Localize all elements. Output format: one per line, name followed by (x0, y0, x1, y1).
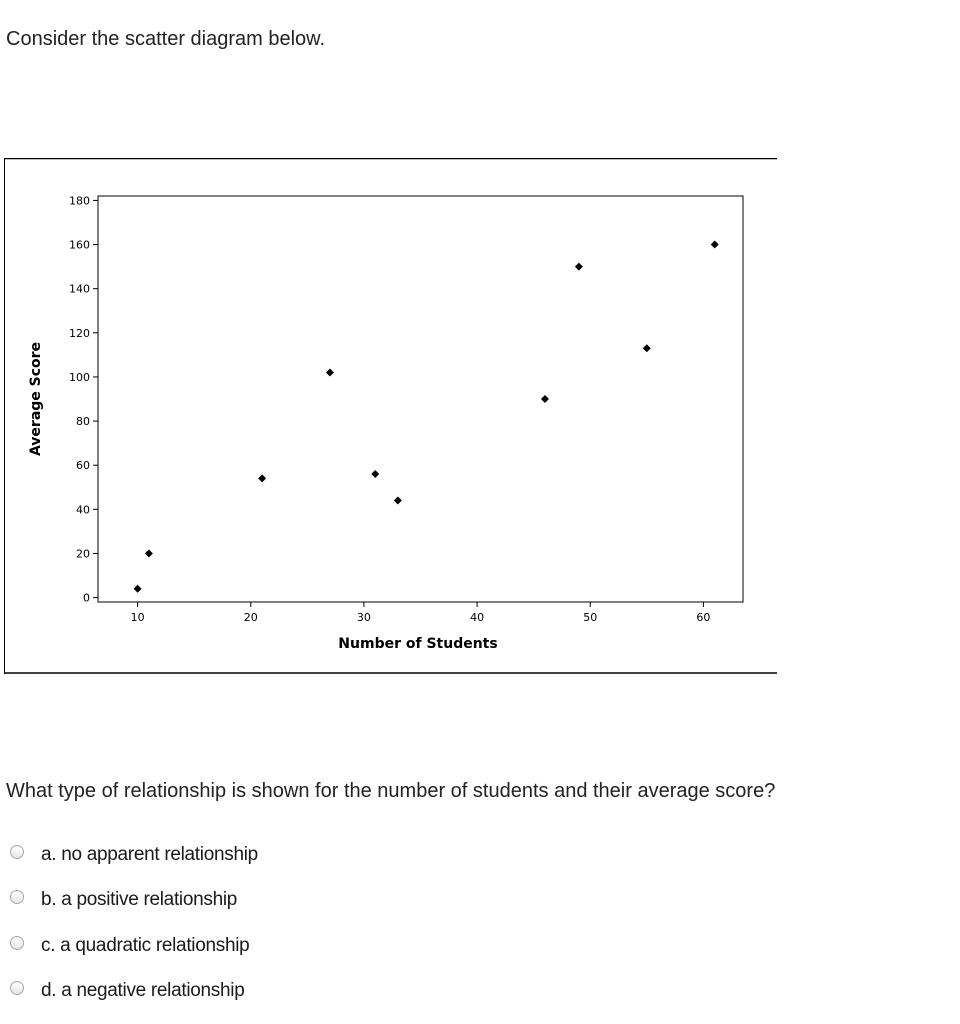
y-tick-label: 80 (76, 415, 90, 429)
y-tick-label: 180 (69, 194, 90, 208)
y-tick-label: 20 (76, 547, 90, 561)
option-d-label[interactable]: d. a negative relationship (41, 980, 245, 1002)
y-axis-title: Average Score (28, 341, 44, 457)
option-d[interactable] (10, 969, 258, 1015)
option-b-label[interactable]: b. a positive relationship (41, 889, 238, 911)
y-tick-label: 60 (76, 459, 90, 473)
option-c-label[interactable]: c. a quadratic relationship (41, 934, 250, 956)
data-point (371, 470, 379, 478)
y-axis (69, 194, 98, 604)
x-tick-label: 30 (356, 611, 371, 624)
option-b-radio[interactable] (10, 890, 24, 904)
option-a-radio[interactable] (10, 845, 24, 859)
y-tick-label: 120 (69, 326, 90, 340)
x-tick-label: 50 (583, 611, 598, 624)
option-c[interactable] (10, 923, 258, 969)
data-points (134, 241, 719, 593)
y-tick-label: 160 (69, 238, 90, 252)
x-tick-label: 40 (470, 611, 485, 624)
intro-text: Consider the scatter diagram below. (6, 28, 326, 50)
data-point (326, 369, 334, 377)
data-point (541, 395, 549, 403)
data-point (575, 263, 583, 271)
y-tick-label: 140 (69, 282, 90, 296)
option-d-radio[interactable] (10, 981, 24, 995)
data-point (258, 474, 266, 482)
x-axis (131, 602, 711, 624)
y-tick-label: 40 (76, 503, 90, 517)
y-tick-label: 0 (83, 591, 90, 605)
x-axis-title: Number of Students (338, 636, 498, 652)
x-tick-label: 10 (130, 611, 145, 624)
data-point (711, 241, 719, 249)
question-text: What type of relationship is shown for the number of students and their average score? (6, 780, 776, 802)
plot-frame (98, 196, 743, 602)
answer-options (10, 832, 258, 1014)
option-a-label[interactable]: a. no apparent relationship (41, 843, 258, 865)
scatter-figure (4, 158, 777, 674)
data-point (643, 344, 651, 352)
option-a[interactable] (10, 832, 258, 878)
y-tick-label: 100 (69, 370, 90, 384)
option-b[interactable] (10, 878, 258, 924)
x-tick-label: 60 (696, 611, 711, 624)
data-point (134, 585, 142, 593)
data-point (394, 497, 402, 505)
x-tick-label: 20 (243, 611, 258, 624)
data-point (145, 549, 153, 557)
scatter-chart (4, 158, 777, 674)
option-c-radio[interactable] (10, 936, 24, 950)
